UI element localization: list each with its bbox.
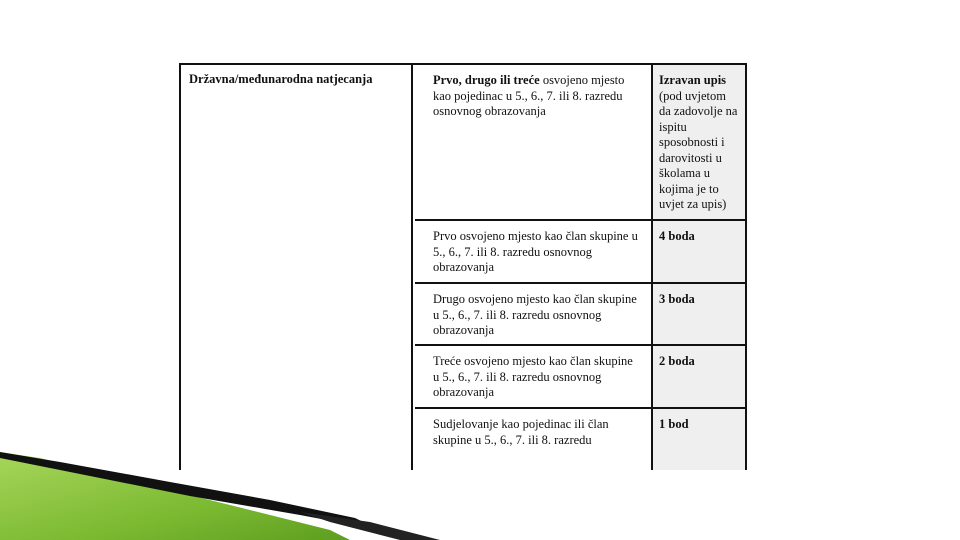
score-cell — [653, 65, 745, 219]
category-column — [181, 65, 413, 470]
description-cell: Treće osvojeno mjesto kao član skupine u 5., 6., 7. ili 8. razredu osnovnog obrazovanja — [415, 346, 653, 407]
table-row — [415, 409, 745, 470]
score-cell: 1 bod — [653, 409, 745, 470]
dark-swoosh-tip — [300, 512, 440, 540]
description-cell: Drugo osvojeno mjesto kao član skupine u 5., 6., 7. ili 8. razredu osnovnog obrazovanja — [415, 284, 653, 344]
scoring-table — [179, 63, 747, 470]
score-cell: 4 boda — [653, 221, 745, 282]
table-row — [415, 221, 745, 284]
score-cell: 2 boda — [653, 346, 745, 407]
score-cell: 3 boda — [653, 284, 745, 344]
description-text: osvojeno mjesto kao pojedinac u 5., 6., 7. ili 8. razredu osnovnog obrazovanja — [433, 73, 625, 118]
description-cell: Sudjelovanje kao pojedinac ili član skupine u 5., 6., 7. ili 8. razredu — [415, 409, 653, 470]
description-bold: Prvo, drugo ili treće — [433, 73, 540, 87]
score-heading: Izravan upis — [659, 73, 727, 87]
table-row — [415, 65, 745, 221]
score-condition: (pod uvjetom da zadovolje na ispitu sposobnosti i darovitosti u školama u kojima je to uvjet za upis) — [659, 88, 738, 211]
table-row — [415, 346, 745, 409]
table-row — [415, 284, 745, 346]
description-cell: Prvo osvojeno mjesto kao član skupine u 5., 6., 7. ili 8. razredu osnovnog obrazovanja — [415, 221, 653, 282]
category-header: Državna/međunarodna natjecanja — [189, 72, 373, 86]
description-cell — [415, 65, 653, 219]
